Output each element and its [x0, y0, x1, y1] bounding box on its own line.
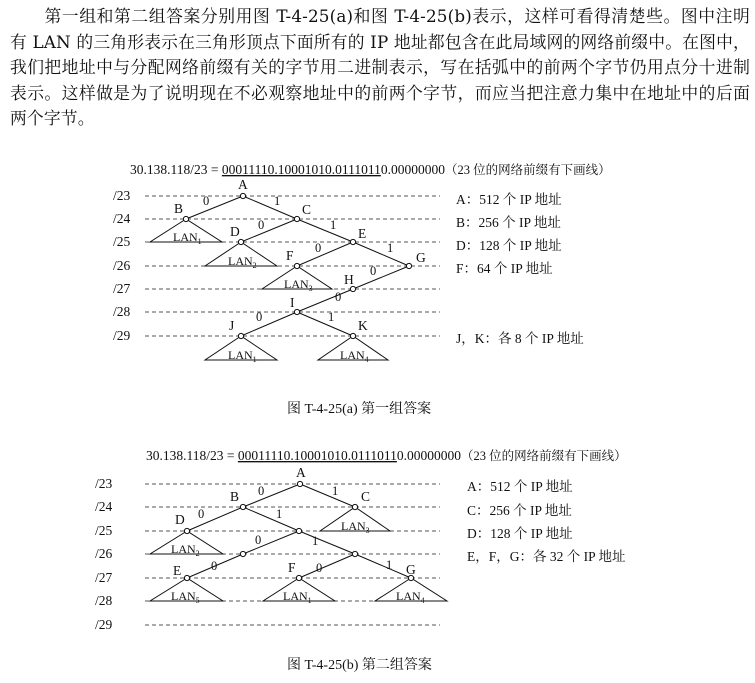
- edge-bit: 1: [328, 310, 335, 324]
- prefix-levels-b: [95, 476, 113, 632]
- node-label: I: [290, 295, 295, 310]
- node-label: F: [286, 248, 294, 263]
- lan-label: $LAN_1$: [283, 589, 312, 605]
- level-label: /25: [95, 523, 113, 538]
- node-label: A: [238, 177, 248, 192]
- lan-label: $LAN_2$: [171, 542, 200, 558]
- legend-item: D：128 个 IP 地址: [467, 526, 573, 541]
- lan-label: $LAN_4$: [396, 589, 425, 605]
- legend-b: [467, 478, 626, 565]
- legend-item: E，F，G：各 32 个 IP 地址: [467, 549, 626, 564]
- node-label: E: [358, 226, 367, 241]
- lan-label: $LAN_2$: [228, 254, 257, 270]
- level-label: /23: [95, 476, 113, 491]
- node-label: K: [358, 318, 368, 333]
- lan-label: $LAN_4$: [340, 348, 369, 364]
- address-line-b: 30.138.118/23 = 00011110.10001010.01110110.00000000（23 位的网络前缀有下画线）: [146, 448, 627, 463]
- level-label: /28: [113, 304, 131, 319]
- edge-bit: 1: [387, 241, 394, 255]
- node-label: E: [173, 563, 182, 578]
- node-labels-a: [174, 177, 426, 333]
- level-label: /23: [113, 188, 131, 203]
- figure-b: [95, 448, 627, 673]
- level-label: /24: [113, 211, 131, 226]
- node-label: G: [416, 250, 426, 265]
- paragraph-text: 第一组和第二组答案分别用图 T-4-25(a)和图 T-4-25(b)表示，这样可看得清楚些。图中注明有 LAN 的三角形表示在三角形顶点下面所有的 IP 地址都包含在此局域网的网络前缀中。在图中，我们把地址中与分配网络前缀有关的字节用二进制表示，写在括弧中的前两个字节仍用点分十进制表示。这样做是为了说明现在不必观察地址中的前两个字节，而应当把注意力集中在地址中的后面两个字节。: [10, 6, 750, 129]
- legend-a: [456, 191, 584, 347]
- node-label: D: [230, 224, 240, 239]
- lan-label: $LAN_5$: [171, 589, 200, 605]
- node-label: C: [361, 489, 371, 504]
- lan-label: $LAN_3$: [284, 277, 313, 293]
- edge-bit: 0: [255, 533, 262, 547]
- node-label: H: [344, 272, 354, 287]
- edge-bit: 0: [258, 484, 265, 498]
- edge-bit: 0: [335, 290, 342, 304]
- node-label: C: [302, 202, 312, 217]
- figure-caption-a: 图 T-4-25(a) 第一组答案: [287, 402, 432, 417]
- edge-bit: 0: [370, 264, 377, 278]
- legend-item: D：128 个 IP 地址: [456, 238, 562, 253]
- level-label: /24: [95, 499, 113, 514]
- node-label: J: [229, 318, 235, 333]
- prefix-levels-a: [113, 188, 131, 343]
- edge-bit: 0: [256, 310, 263, 324]
- figure-caption-b: 图 T-4-25(b) 第二组答案: [287, 658, 432, 673]
- edge-bit: 0: [258, 218, 265, 232]
- edge-bit: 0: [316, 561, 323, 575]
- node-label: G: [406, 562, 416, 577]
- level-label: /26: [95, 546, 113, 561]
- node-label: A: [296, 465, 306, 480]
- edge-bit: 1: [276, 507, 283, 521]
- legend-item: J，K：各 8 个 IP 地址: [456, 331, 584, 346]
- edge-bit: 1: [386, 558, 393, 572]
- lan-label: $LAN_3$: [341, 519, 370, 535]
- legend-item: F：64 个 IP 地址: [456, 261, 553, 276]
- legend-item: B：256 个 IP 地址: [456, 215, 561, 230]
- edge-bit: 1: [274, 194, 281, 208]
- edge-bit: 0: [315, 241, 322, 255]
- node-label: F: [288, 560, 296, 575]
- node-label: B: [174, 201, 184, 216]
- level-label: /27: [113, 281, 131, 296]
- address-line-a: 30.138.118/23 = 00011110.10001010.01110110.00000000（23 位的网络前缀有下画线）: [130, 162, 611, 177]
- level-label: /28: [95, 593, 113, 608]
- level-label: /27: [95, 570, 113, 585]
- edge-bit: 0: [198, 507, 205, 521]
- edge-bit: 1: [330, 218, 337, 232]
- lan-label: $LAN_1$: [173, 230, 202, 246]
- edge-bit: 0: [211, 559, 218, 573]
- edge-bit: 1: [312, 534, 319, 548]
- level-label: /29: [113, 328, 131, 343]
- lan-label: $LAN_1$: [228, 348, 257, 364]
- level-label: /26: [113, 258, 131, 273]
- node-label: B: [230, 489, 240, 504]
- node-label: D: [175, 512, 185, 527]
- edge-bit: 1: [332, 484, 339, 498]
- level-label: /29: [95, 617, 113, 632]
- edge-bit: 0: [203, 194, 210, 208]
- level-label: /25: [113, 234, 131, 249]
- legend-item: A：512 个 IP 地址: [456, 192, 562, 207]
- legend-item: A：512 个 IP 地址: [467, 479, 573, 494]
- legend-item: C：256 个 IP 地址: [467, 503, 572, 518]
